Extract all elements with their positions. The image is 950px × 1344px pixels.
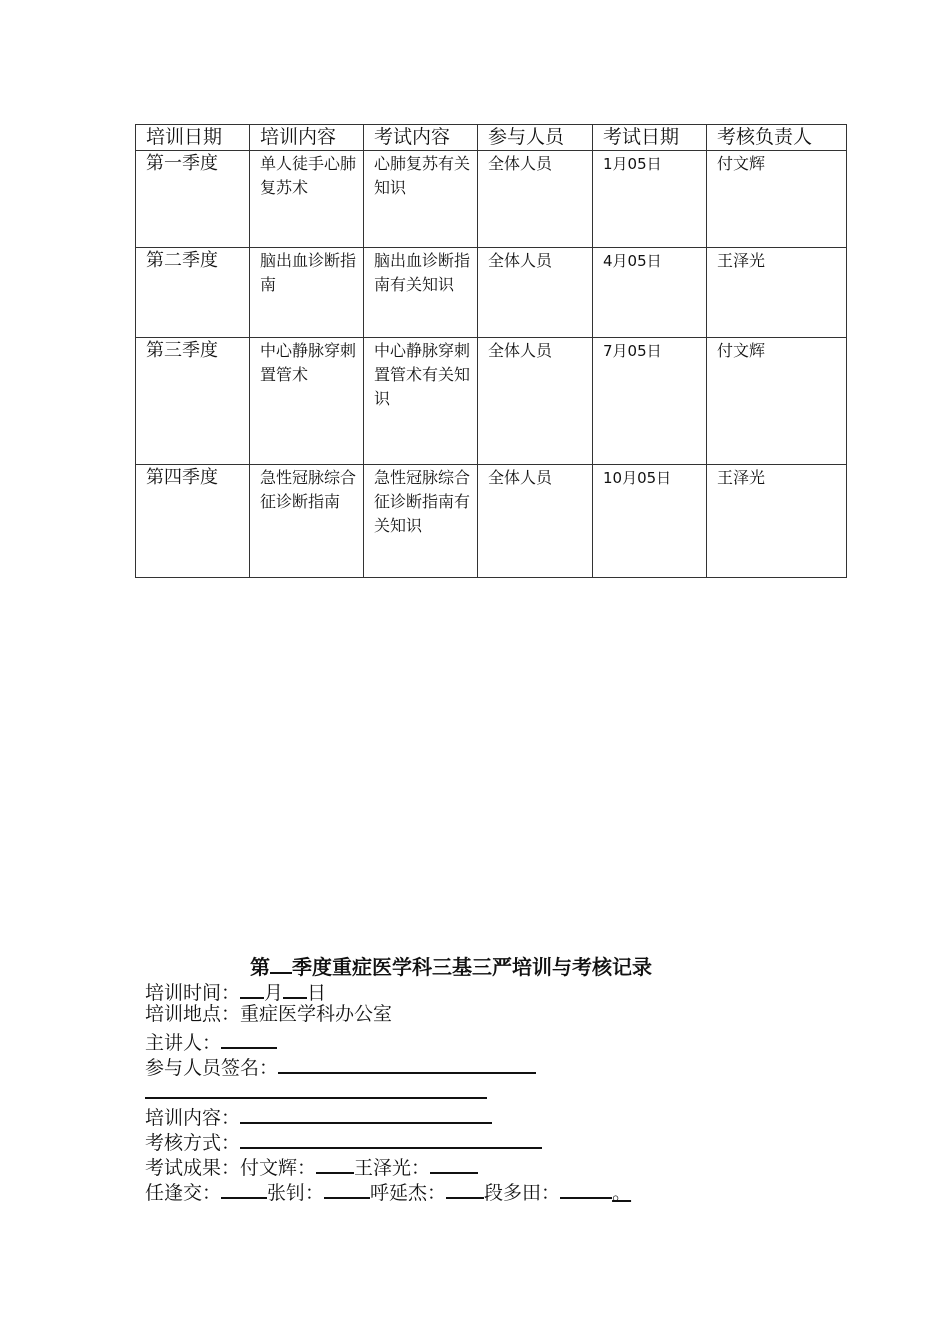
signature-blank-2	[145, 1077, 487, 1099]
signature-label: 参与人员签名：	[145, 1057, 279, 1079]
end-mark: 。	[612, 1182, 632, 1204]
person-name: 呼延杰：	[370, 1182, 447, 1204]
cell-period: 第三季度	[136, 338, 250, 465]
score-blank	[316, 1152, 354, 1174]
table-row	[136, 151, 847, 248]
time-label: 培训时间：	[145, 982, 241, 1004]
cell-participants: 全体人员	[478, 151, 593, 248]
score-blank	[324, 1177, 370, 1199]
content-blank	[240, 1102, 492, 1124]
location-value: 重症医学科办公室	[240, 1003, 393, 1025]
title-suffix: 季度重症医学科三基三严培训与考核记录	[292, 955, 652, 979]
cell-date: 7月05日	[593, 338, 707, 465]
method-blank	[240, 1127, 542, 1149]
table-header-row	[136, 125, 847, 151]
score-blank	[221, 1177, 267, 1199]
signature-blank	[278, 1052, 536, 1074]
cell-participants: 全体人员	[478, 465, 593, 578]
cell-period: 第四季度	[136, 465, 250, 578]
cell-date: 10月05日	[593, 465, 707, 578]
header-training-content: 培训内容	[250, 125, 364, 151]
cell-date: 4月05日	[593, 248, 707, 338]
speaker-label: 主讲人：	[145, 1032, 222, 1054]
header-exam-date: 考试日期	[593, 125, 707, 151]
record-title	[250, 952, 652, 980]
score-blank	[560, 1177, 612, 1199]
cell-exam: 心肺复苏有关知识	[364, 151, 478, 248]
cell-exam: 脑出血诊断指南有关知识	[364, 248, 478, 338]
table-row	[136, 465, 847, 578]
score-blank	[430, 1152, 478, 1174]
person-name: 付文辉：	[240, 1157, 317, 1179]
cell-owner: 王泽光	[707, 248, 847, 338]
day-label: 日	[307, 982, 327, 1004]
training-location-line	[145, 1002, 392, 1027]
cell-owner: 王泽光	[707, 465, 847, 578]
speaker-blank	[221, 1027, 277, 1049]
person-name: 任逢交：	[145, 1182, 222, 1204]
cell-owner: 付文辉	[707, 151, 847, 248]
location-label: 培训地点：	[145, 1003, 241, 1025]
quarter-blank	[270, 952, 292, 974]
month-label: 月	[264, 982, 284, 1004]
table-row	[136, 338, 847, 465]
exam-results-line-2	[145, 1177, 631, 1206]
training-schedule-table	[135, 124, 847, 578]
cell-participants: 全体人员	[478, 338, 593, 465]
method-label: 考核方式：	[145, 1132, 241, 1154]
cell-content: 单人徒手心肺复苏术	[250, 151, 364, 248]
cell-content: 脑出血诊断指南	[250, 248, 364, 338]
content-label: 培训内容：	[145, 1107, 241, 1129]
cell-date: 1月05日	[593, 151, 707, 248]
cell-exam: 急性冠脉综合征诊断指南有关知识	[364, 465, 478, 578]
header-exam-content: 考试内容	[364, 125, 478, 151]
cell-period: 第二季度	[136, 248, 250, 338]
score-blank	[446, 1177, 484, 1199]
person-name: 张钊：	[267, 1182, 325, 1204]
person-name: 段多田：	[484, 1182, 561, 1204]
cell-participants: 全体人员	[478, 248, 593, 338]
cell-exam: 中心静脉穿刺置管术有关知识	[364, 338, 478, 465]
cell-owner: 付文辉	[707, 338, 847, 465]
header-assessment-owner: 考核负责人	[707, 125, 847, 151]
title-prefix: 第	[250, 955, 270, 979]
month-blank	[240, 977, 264, 999]
person-name: 王泽光：	[354, 1157, 431, 1179]
table-row	[136, 248, 847, 338]
cell-period: 第一季度	[136, 151, 250, 248]
cell-content: 急性冠脉综合征诊断指南	[250, 465, 364, 578]
header-participants: 参与人员	[478, 125, 593, 151]
day-blank	[283, 977, 307, 999]
cell-content: 中心静脉穿刺置管术	[250, 338, 364, 465]
header-training-date: 培训日期	[136, 125, 250, 151]
results-label: 考试成果：	[145, 1157, 241, 1179]
